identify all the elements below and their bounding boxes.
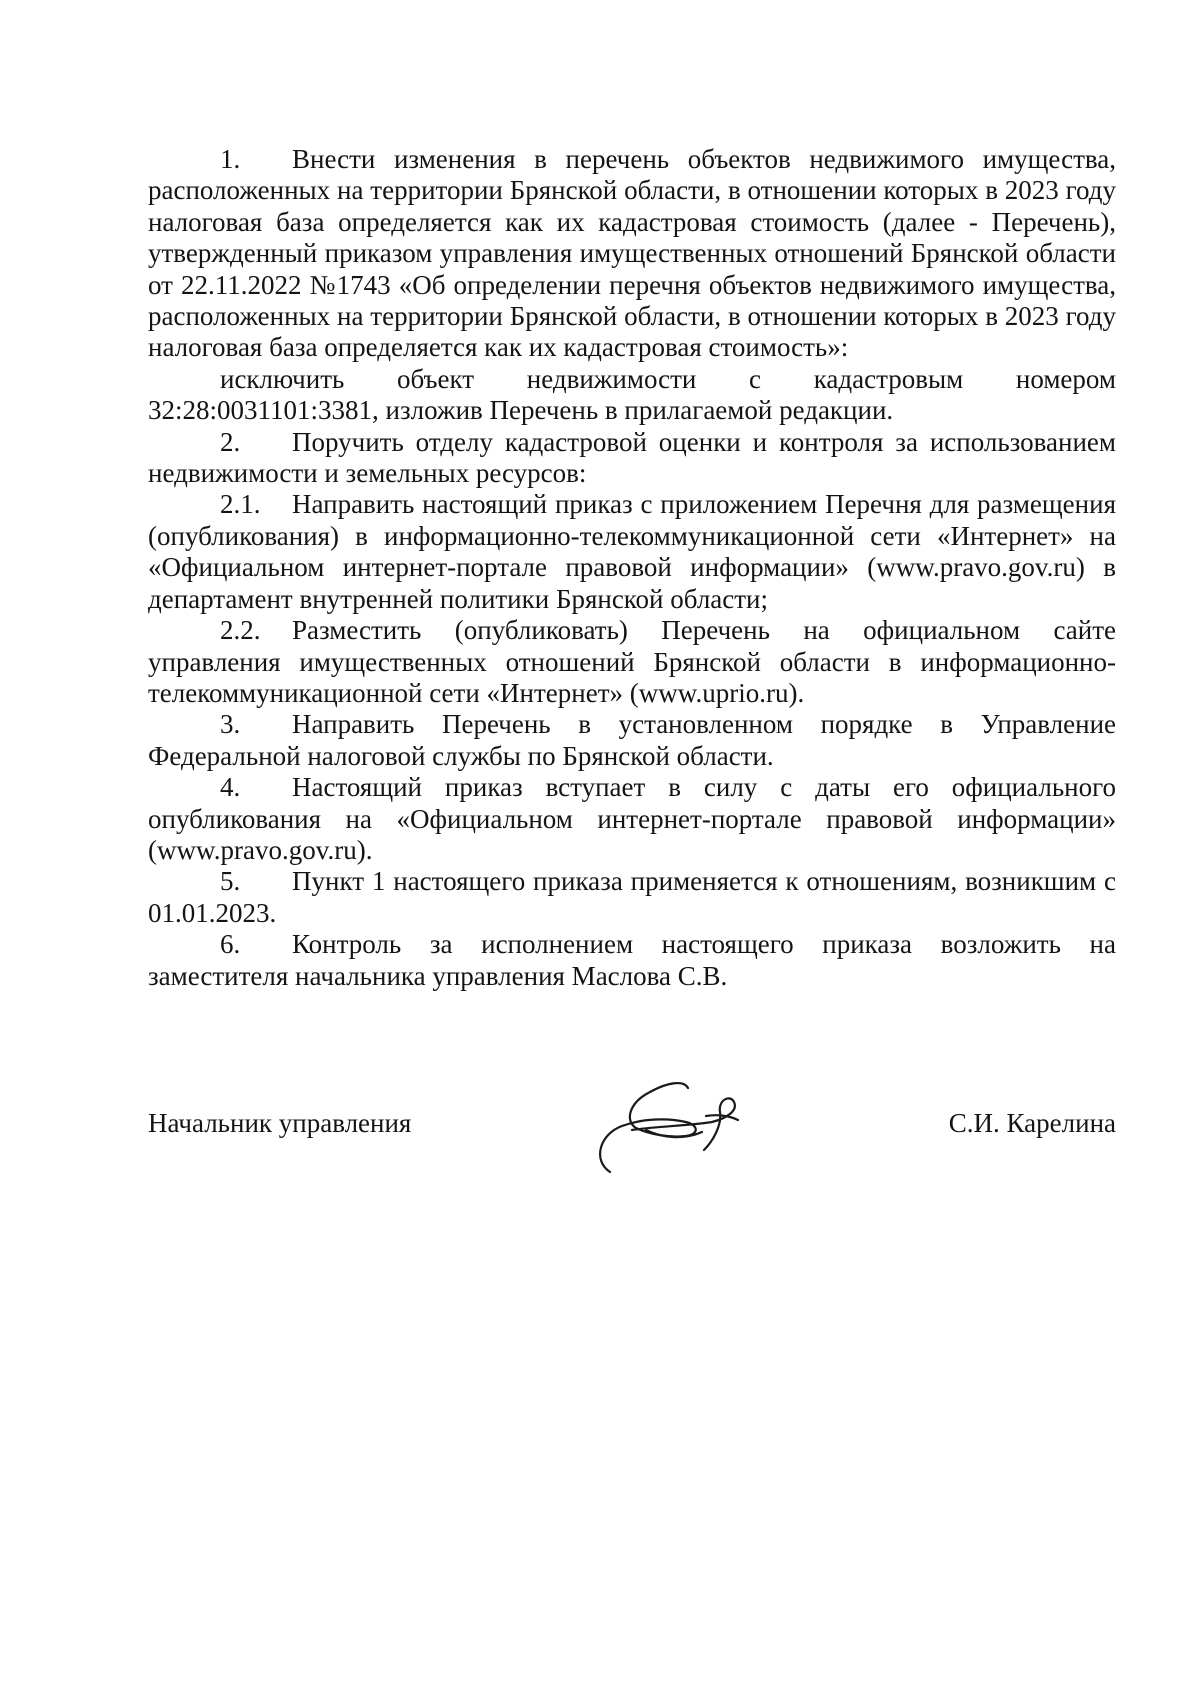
paragraph-2 (148, 427, 1116, 490)
signer-name: С.И. Карелина (948, 1108, 1116, 1138)
paragraph-number: 5. (220, 866, 241, 897)
paragraph-1-exclusion (148, 364, 1116, 427)
paragraph-text: Настоящий приказ вступает в силу с даты его официального опубликования на «Официальном интернет-портале правовой информации» (www.pravo.gov.ru). (148, 772, 1116, 865)
paragraph-text: Поручить отделу кадастровой оценки и контроля за использованием недвижимости и земельных ресурсов: (148, 426, 1116, 489)
order-body (148, 144, 1116, 992)
paragraph-number: 2.2. (220, 615, 261, 646)
paragraph-number: 3. (220, 709, 241, 740)
paragraph-6 (148, 929, 1116, 992)
paragraph-1 (148, 144, 1116, 364)
paragraph-text: Внести изменения в перечень объектов недвижимого имущества, расположенных на территории Брянской области, в отношении которых в 2023 году налоговая база определяется как их кадастровая стоимость (далее - Перечень), утвержденный приказом управления имущественных отношений Брянской области от 22.11.2022 №1743 «Об определении перечня объектов недвижимого имущества, расположенных на территории Брянской области, в отношении которых в 2023 году налоговая база определяется как их кадастровая стоимость»: (148, 144, 1116, 363)
paragraph-2-2 (148, 615, 1116, 709)
paragraph-4 (148, 772, 1116, 866)
signer-position: Начальник управления (148, 1108, 412, 1138)
paragraph-text: Пункт 1 настоящего приказа применяется к отношениям, возникшим с 01.01.2023. (148, 866, 1116, 928)
paragraph-3 (148, 709, 1116, 772)
paragraph-number: 6. (220, 929, 241, 960)
paragraph-number: 2.1. (220, 489, 261, 520)
paragraph-text: Контроль за исполнением настоящего приказа возложить на заместителя начальника управления Маслова С.В. (148, 929, 1116, 991)
paragraph-number: 1. (220, 144, 241, 174)
handwritten-signature (588, 1068, 758, 1178)
paragraph-text: Разместить (опубликовать) Перечень на официальном сайте управления имущественных отношений Брянской области в информационно-телекоммуникационной сети «Интернет» (www.uprio.ru). (148, 615, 1116, 708)
paragraph-text: Направить Перечень в установленном порядке в Управление Федеральной налоговой службы по Брянской области. (148, 709, 1116, 771)
paragraph-2-1 (148, 489, 1116, 615)
paragraph-text: исключить объект недвижимости с кадастровым номером 32:28:0031101:3381, изложив Перечень в прилагаемой редакции. (148, 363, 1116, 426)
paragraph-number: 2. (220, 426, 241, 457)
paragraph-5 (148, 866, 1116, 929)
paragraph-number: 4. (220, 772, 241, 803)
paragraph-text: Направить настоящий приказ с приложением Перечня для размещения (опубликования) в информационно-телекоммуникационной сети «Интернет» на «Официальном интернет-портале правовой информации» (www.pravo.gov.ru) в департамент внутренней политики Брянской области; (148, 489, 1116, 614)
